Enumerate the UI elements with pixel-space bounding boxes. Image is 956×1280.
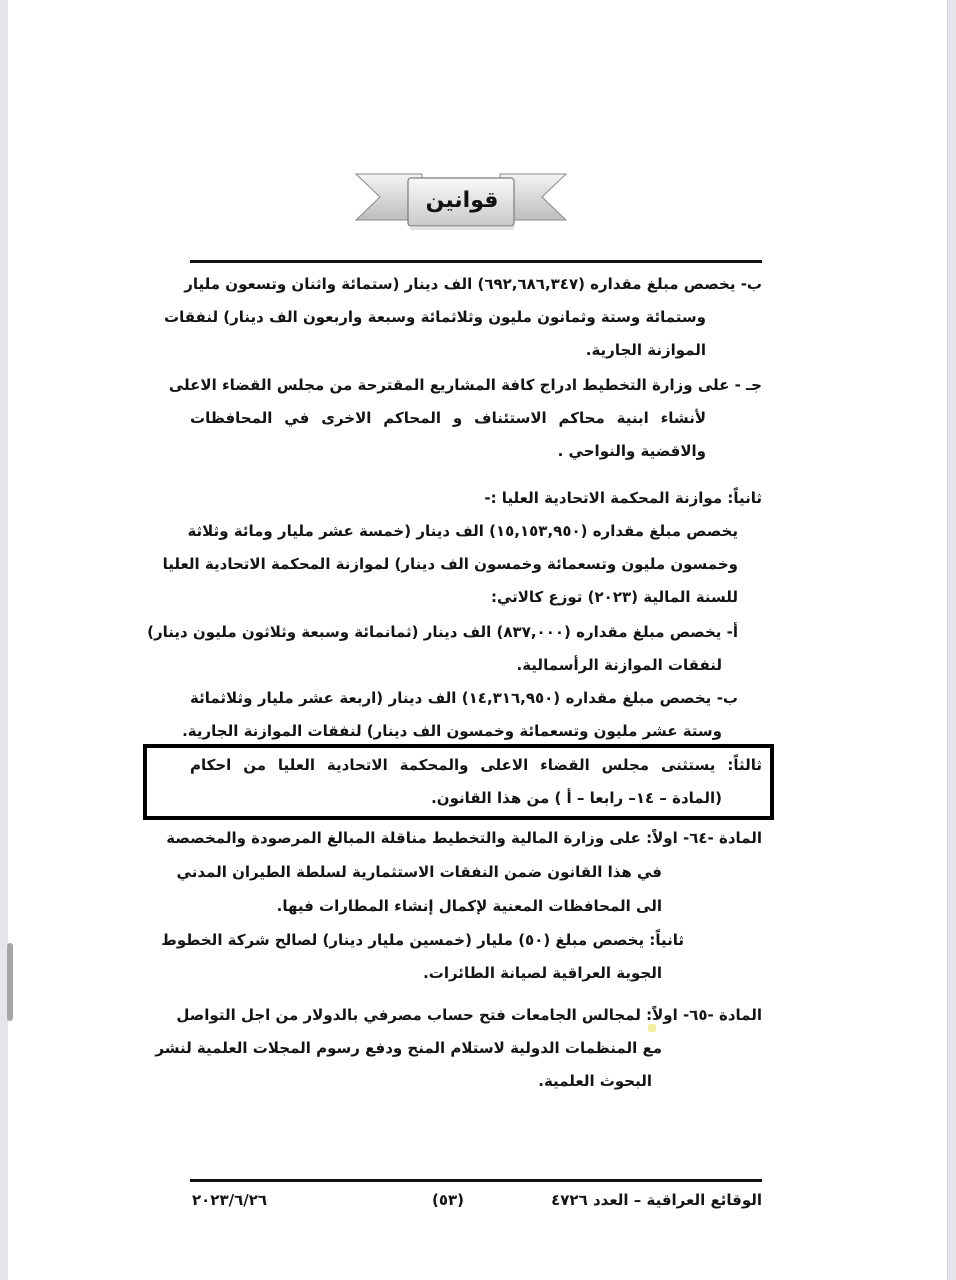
left-gutter	[0, 0, 8, 1280]
paragraph-line: البحوث العلمية.	[538, 1072, 652, 1090]
footer-publication: الوقائع العراقية – العدد ٤٧٢٦	[551, 1191, 762, 1209]
paragraph-line: ب- يخصص مبلغ مقداره (١٤,٣١٦,٩٥٠) الف دينار (اربعة عشر مليار وثلاثمائة	[190, 689, 738, 707]
paragraph-line: (المادة – ١٤– رابعا – أ ) من هذا القانون.	[431, 789, 722, 807]
paragraph-line: والاقضية والنواحي .	[557, 442, 706, 460]
paragraph-line: ثانياً: يخصص مبلغ (٥٠) مليار (خمسين مليار دينار) لصالح شركة الخطوط	[161, 931, 684, 949]
paragraph-line: مع المنظمات الدولية لاستلام المنح ودفع رسوم المجلات العلمية لنشر	[155, 1039, 662, 1057]
paragraph-line: يخصص مبلغ مقداره (١٥,١٥٣,٩٥٠) الف دينار (خمسة عشر مليار ومائة وثلاثة	[187, 522, 738, 540]
paragraph-line: في هذا القانون ضمن النفقات الاستثمارية لسلطة الطيران المدني	[176, 863, 662, 881]
article-64-heading: المادة -٦٤- اولاً: على وزارة المالية والتخطيط مناقلة المبالغ المرصودة والمخصصة	[166, 829, 762, 847]
paragraph-line: ثالثاً: يستثنى مجلس القضاء الاعلى والمحكمة الاتحادية العليا من احكام	[190, 756, 762, 774]
paragraph-line: لأنشاء ابنية محاكم الاستئناف و المحاكم الاخرى في المحافظات	[190, 409, 706, 427]
paragraph-line: للسنة المالية (٢٠٢٣) توزع كالاتي:	[490, 588, 738, 606]
paragraph-line: أ- يخصص مبلغ مقداره (٨٣٧,٠٠٠) الف دينار (ثمانمائة وسبعة وثلاثون مليون دينار)	[147, 623, 738, 641]
banner-title: قوانين	[425, 187, 499, 213]
bottom-divider	[190, 1179, 762, 1182]
footer-date: ٢٠٢٣/٦/٢٦	[192, 1191, 268, 1209]
top-divider	[190, 260, 762, 263]
section-heading: ثانياً: موازنة المحكمة الاتحادية العليا :-	[484, 489, 762, 507]
paragraph-line: الجوية العراقية لصيانة الطائرات.	[423, 964, 662, 982]
scrollbar-thumb[interactable]	[7, 943, 13, 1021]
annotation-marker	[648, 1024, 656, 1032]
paragraph-line: ب- يخصص مبلغ مقداره (٦٩٢,٦٨٦,٣٤٧) الف دينار (ستمائة واثنان وتسعون مليار	[184, 275, 762, 293]
paragraph-line: لنفقات الموازنة الرأسمالية.	[516, 656, 722, 674]
paragraph-line: وستة عشر مليون وتسعمائة وخمسون الف دينار) لنفقات الموازنة الجارية.	[182, 722, 722, 740]
article-65-heading: المادة -٦٥- اولاً: لمجالس الجامعات فتح حساب مصرفي بالدولار من اجل التواصل	[176, 1006, 762, 1024]
paragraph-line: الى المحافظات المعنية لإكمال إنشاء المطارات فيها.	[276, 897, 662, 915]
paragraph-line: الموازنة الجارية.	[585, 341, 706, 359]
paragraph-line: جـ - على وزارة التخطيط ادراج كافة المشاريع المقترحة من مجلس القضاء الاعلى	[168, 376, 762, 394]
footer-page-number: (٥٣)	[432, 1191, 465, 1209]
paragraph-line: وخمسون مليون وتسعمائة وخمسون الف دينار) لموازنة المحكمة الاتحادية العليا	[162, 555, 738, 573]
section-banner	[352, 168, 570, 234]
right-gutter	[947, 0, 956, 1280]
paragraph-line: وستمائة وستة وثمانون مليون وثلاثمائة وسبعة واربعون الف دينار) لنفقات	[164, 308, 706, 326]
